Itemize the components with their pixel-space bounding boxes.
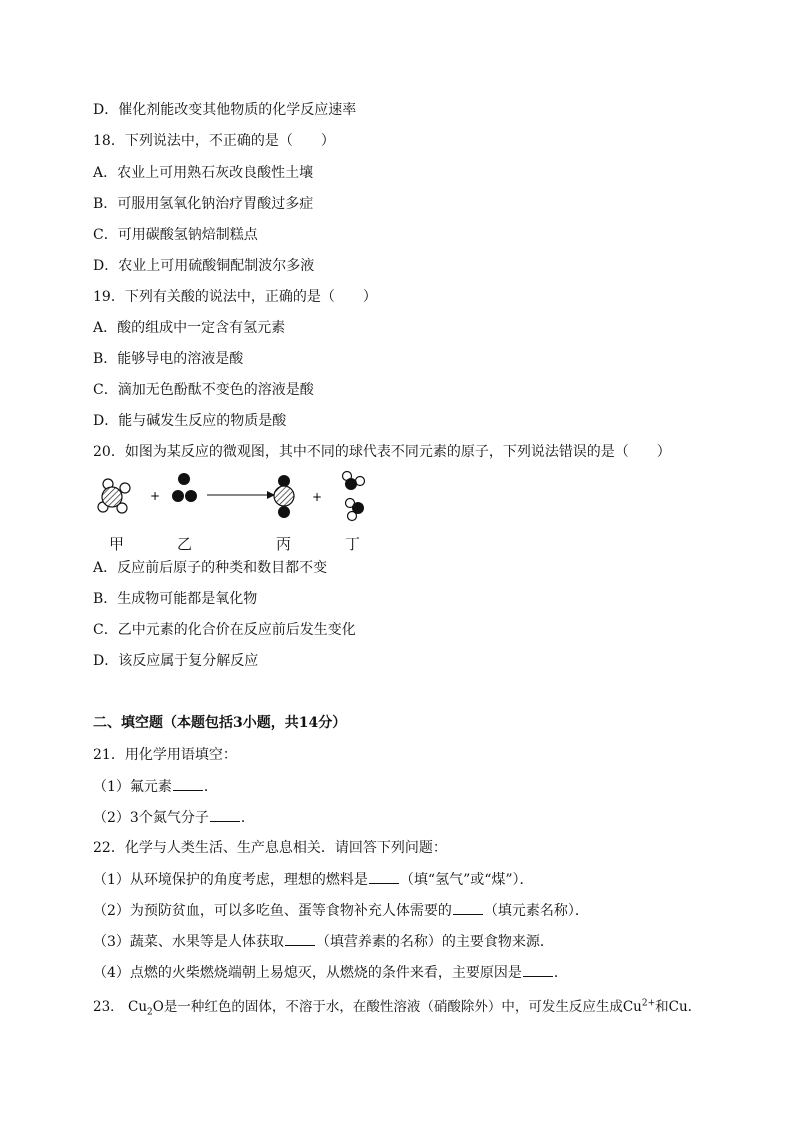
answer-blank[interactable]	[285, 931, 315, 946]
q22-stem: 22．化学与人类生活、生产息息相关．请回答下列问题：	[93, 840, 447, 856]
plus-sign-2: +	[312, 490, 323, 504]
q21-part2	[93, 807, 255, 828]
q19-option-d: D．能与碱发生反应的物质是酸	[93, 413, 287, 429]
q21-part1-text: （1）氟元素	[93, 779, 172, 795]
q23-number: 23．	[93, 999, 124, 1015]
q18-option-d: D．农业上可用硫酸铜配制波尔多液	[93, 258, 315, 274]
answer-blank[interactable]	[369, 869, 399, 884]
q23-text-end: 和Cu.	[655, 999, 692, 1015]
q22-part3-after: （填营养素的名称）的主要食物来源．	[315, 934, 554, 950]
q22-part3-text: （3）蔬菜、水果等是人体获取	[93, 934, 284, 950]
q19-stem: 19．下列有关酸的说法中，正确的是（ ）	[93, 289, 377, 305]
answer-blank[interactable]	[210, 807, 240, 822]
answer-blank[interactable]	[523, 962, 553, 977]
q22-part4	[93, 962, 568, 983]
q19-option-b: B．能够导电的溶液是酸	[93, 351, 244, 367]
q18-option-a: A．农业上可用熟石灰改良酸性土壤	[93, 165, 314, 181]
q19-option-c: C．滴加无色酚酞不变色的溶液是酸	[93, 382, 314, 398]
q22-part1	[93, 869, 534, 890]
q23-text: 是一种红色的固体，不溶于水，在酸性溶液（硝酸除外）中，可发生反应生成	[163, 999, 623, 1015]
formula-cu2o: $Cu_2O$	[127, 999, 164, 1018]
q17-option-d: D．催化剂能改变其他物质的化学反应速率	[93, 102, 357, 118]
molecule-yi	[172, 473, 197, 502]
q23-stem	[93, 997, 692, 1017]
q21-part1	[93, 776, 218, 797]
q22-part2	[93, 900, 589, 921]
reaction-diagram	[93, 470, 383, 555]
q19-option-a: A．酸的组成中一定含有氢元素	[93, 320, 286, 336]
q22-part1-after: （填“氢气”或“煤”）．	[399, 872, 534, 888]
q22-part2-after: （填元素名称）．	[483, 903, 589, 919]
q21-stem: 21．用化学用语填空：	[93, 747, 237, 763]
answer-blank[interactable]	[173, 776, 203, 791]
q18-option-b: B．可服用氢氧化钠治疗胃酸过多症	[93, 196, 314, 212]
q21-part1-after: ．	[203, 779, 218, 795]
q22-part4-text: （4）点燃的火柴燃烧端朝上易熄灭，从燃烧的条件来看，主要原因是	[93, 965, 522, 981]
q20-option-a: A．反应前后原子的种类和数目都不变	[93, 560, 328, 576]
q20-stem: 20．如图为某反应的微观图，其中不同的球代表不同元素的原子，下列说法错误的是（ ）	[93, 444, 671, 460]
label-bing: 丙	[276, 535, 292, 553]
reaction-arrow	[207, 491, 275, 499]
q20-option-b: B．生成物可能都是氧化物	[93, 591, 258, 607]
section-heading-fill-in: 二、填空题（本题包括3小题，共14分）	[93, 715, 347, 731]
q18-option-c: C．可用碳酸氢钠焙制糕点	[93, 227, 258, 243]
molecule-ding	[343, 472, 365, 521]
molecule-jia	[98, 479, 130, 513]
q21-part2-text: （2）3个氮气分子	[93, 810, 209, 826]
molecule-bing	[274, 475, 294, 518]
q22-part3	[93, 931, 554, 952]
ion-cu2plus: $Cu^{2+}$	[622, 998, 656, 1015]
q20-option-c: C．乙中元素的化合价在反应前后发生变化	[93, 622, 356, 638]
answer-blank[interactable]	[453, 900, 483, 915]
q22-part2-text: （2）为预防贫血，可以多吃鱼、蛋等食物补充人体需要的	[93, 903, 452, 919]
plus-sign-1: +	[150, 489, 161, 503]
q22-part1-text: （1）从环境保护的角度考虑，理想的燃料是	[93, 872, 368, 888]
label-yi: 乙	[177, 535, 193, 553]
q18-stem: 18．下列说法中，不正确的是（ ）	[93, 133, 335, 149]
label-jia: 甲	[109, 535, 125, 553]
q20-option-d: D．该反应属于复分解反应	[93, 653, 259, 669]
label-ding: 丁	[345, 535, 361, 553]
q21-part2-after: ．	[240, 810, 255, 826]
q22-part4-after: ．	[553, 965, 568, 981]
